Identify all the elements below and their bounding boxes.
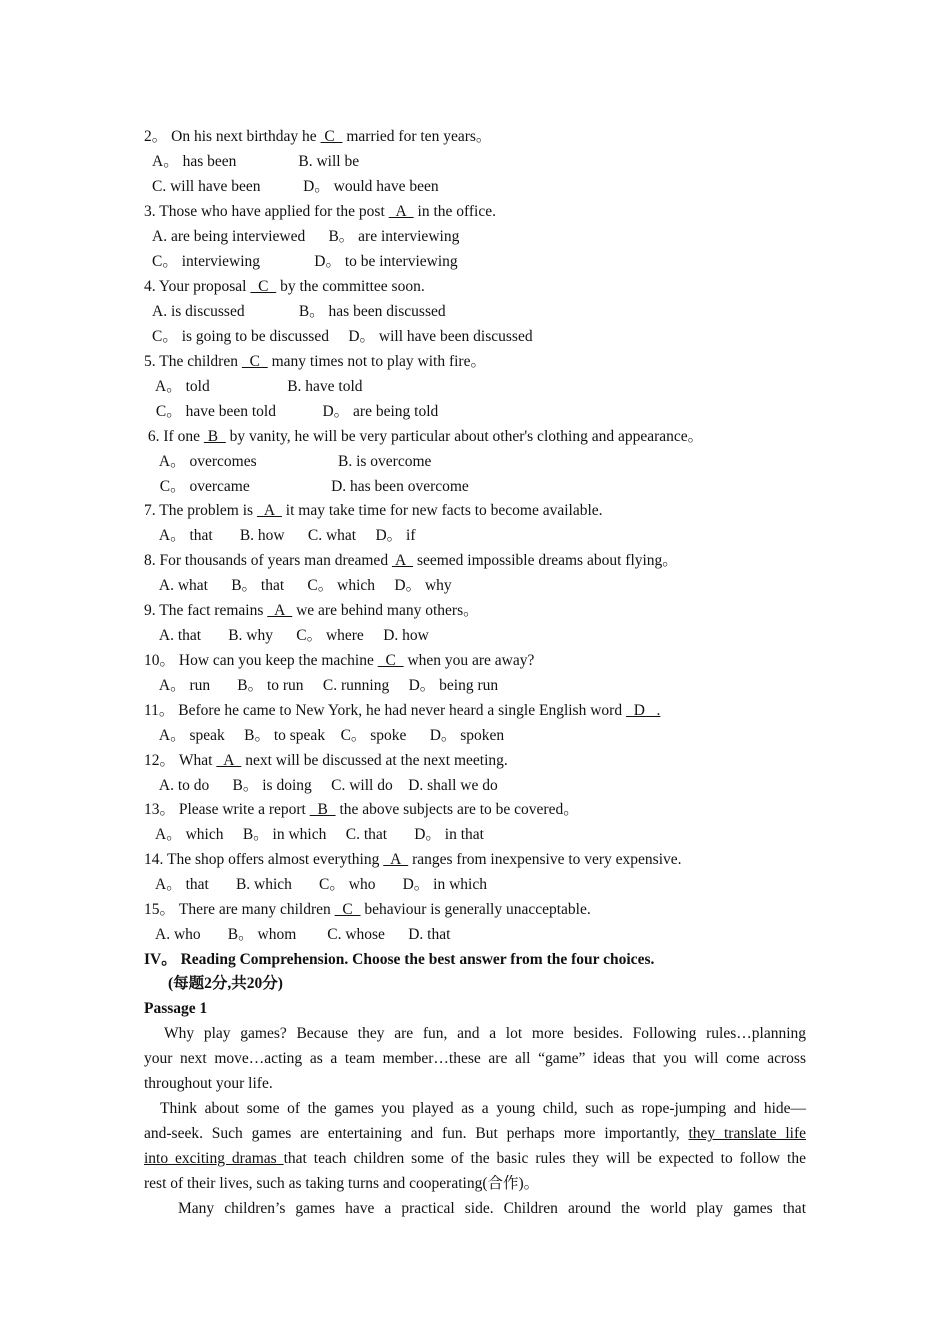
question-2-options-row-2: C. will have been D。 would have been — [152, 178, 439, 195]
passage-line: rest of their lives, such as taking turns and cooperating(合作)。 — [144, 1175, 540, 1192]
question-11-options: A。 speak B。 to speak C。 spoke D。 spoken — [152, 727, 505, 744]
answer-blank: C — [377, 652, 404, 669]
question-4-options-row-1: A. is discussed B。 has been discussed — [152, 303, 446, 320]
answer-blank: B — [309, 801, 336, 818]
question-6-stem: 6. If one B by vanity, he will be very particular about other's clothing and appearance。 — [144, 428, 704, 445]
question-6-options-row-1: A。 overcomes B. is overcome — [152, 453, 432, 470]
question-11-stem: 11。 Before he came to New York, he had never heard a single English word D . — [144, 702, 661, 719]
question-5-options-row-2: C。 have been told D。 are being told — [152, 403, 439, 420]
section-heading: IV。 Reading Comprehension. Choose the best answer from the four choices. — [144, 951, 655, 968]
passage-line: Many children’s games have a practical side. Children around the world play games that — [178, 1200, 806, 1217]
passage-paragraph-3 — [144, 1196, 806, 1221]
underlined-phrase: they translate life — [688, 1125, 807, 1142]
question-10-stem: 10。 How can you keep the machine C when you are away? — [144, 652, 535, 669]
question-2-stem: 2。 On his next birthday he C married for ten years。 — [144, 128, 492, 145]
answer-blank: A — [391, 552, 414, 569]
passage-title: Passage 1 — [144, 1000, 208, 1017]
passage-paragraph-2 — [144, 1096, 806, 1196]
question-7-options: A。 that B. how C. what D。 if — [152, 527, 416, 544]
answer-blank: A — [216, 752, 242, 769]
question-8-options: A. what B。 that C。 which D。 why — [152, 577, 452, 594]
question-13-stem: 13。 Please write a report B the above subjects are to be covered。 — [144, 801, 579, 818]
question-4-stem: 4. Your proposal C by the committee soon. — [144, 278, 425, 295]
passage-line: into exciting dramas that teach children some of the basic rules they will be expected to follow the — [144, 1150, 806, 1167]
question-8-stem: 8. For thousands of years man dreamed A seemed impossible dreams about flying。 — [144, 552, 678, 569]
question-14-options: A。 that B. which C。 who D。 in which — [152, 876, 487, 893]
question-5-options-row-1: A。 told B. have told — [152, 378, 363, 395]
question-15-options: A. who B。 whom C. whose D. that — [152, 926, 451, 943]
section-points: (每题2分,共20分) — [168, 975, 283, 992]
underlined-phrase: into exciting dramas — [144, 1150, 284, 1167]
question-3-options-row-1: A. are being interviewed B。 are interviewing — [152, 228, 460, 245]
passage-line: Think about some of the games you played as a young child, such as rope-jumping and hide— — [160, 1100, 806, 1117]
answer-blank: B — [203, 428, 226, 445]
question-9-options: A. that B. why C。 where D. how — [152, 627, 429, 644]
question-7-stem: 7. The problem is A it may take time for new facts to become available. — [144, 502, 603, 519]
answer-blank: C — [241, 353, 268, 370]
question-3-stem: 3. Those who have applied for the post A in the office. — [144, 203, 496, 220]
question-9-stem: 9. The fact remains A we are behind many others。 — [144, 602, 479, 619]
answer-blank: C — [320, 128, 343, 145]
passage-line: your next move…acting as a team member…these are all “game” ideas that you will come across — [144, 1050, 806, 1067]
passage-line: throughout your life. — [144, 1075, 273, 1092]
question-14-stem: 14. The shop offers almost everything A ranges from inexpensive to very expensive. — [144, 851, 682, 868]
question-6-options-row-2: C。 overcame D. has been overcome — [152, 478, 469, 495]
passage-line: Why play games? Because they are fun, and a lot more besides. Following rules…planning — [164, 1025, 806, 1042]
answer-blank: A — [256, 502, 282, 519]
passage-paragraph-1 — [144, 1021, 806, 1096]
question-10-options: A。 run B。 to run C. running D。 being run — [152, 677, 499, 694]
answer-blank: C — [250, 278, 277, 295]
question-2-options-row-1: A。 has been B. will be — [152, 153, 360, 170]
question-3-options-row-2: C。 interviewing D。 to be interviewing — [152, 253, 458, 270]
question-13-options: A。 which B。 in which C. that D。 in that — [152, 826, 484, 843]
question-4-options-row-2: C。 is going to be discussed D。 will have been discussed — [152, 328, 533, 345]
question-12-options: A. to do B。 is doing C. will do D. shall we do — [152, 777, 498, 794]
answer-blank: D . — [625, 702, 661, 719]
answer-blank: A — [383, 851, 409, 868]
question-15-stem: 15。 There are many children C behaviour is generally unacceptable. — [144, 901, 591, 918]
question-12-stem: 12。 What A next will be discussed at the next meeting. — [144, 752, 508, 769]
answer-blank: C — [334, 901, 361, 918]
answer-blank: A — [388, 203, 414, 220]
passage-line: and-seek. Such games are entertaining and fun. But perhaps more importantly, they translate life — [144, 1125, 807, 1142]
answer-blank: A — [267, 602, 293, 619]
question-5-stem: 5. The children C many times not to play with fire。 — [144, 353, 486, 370]
